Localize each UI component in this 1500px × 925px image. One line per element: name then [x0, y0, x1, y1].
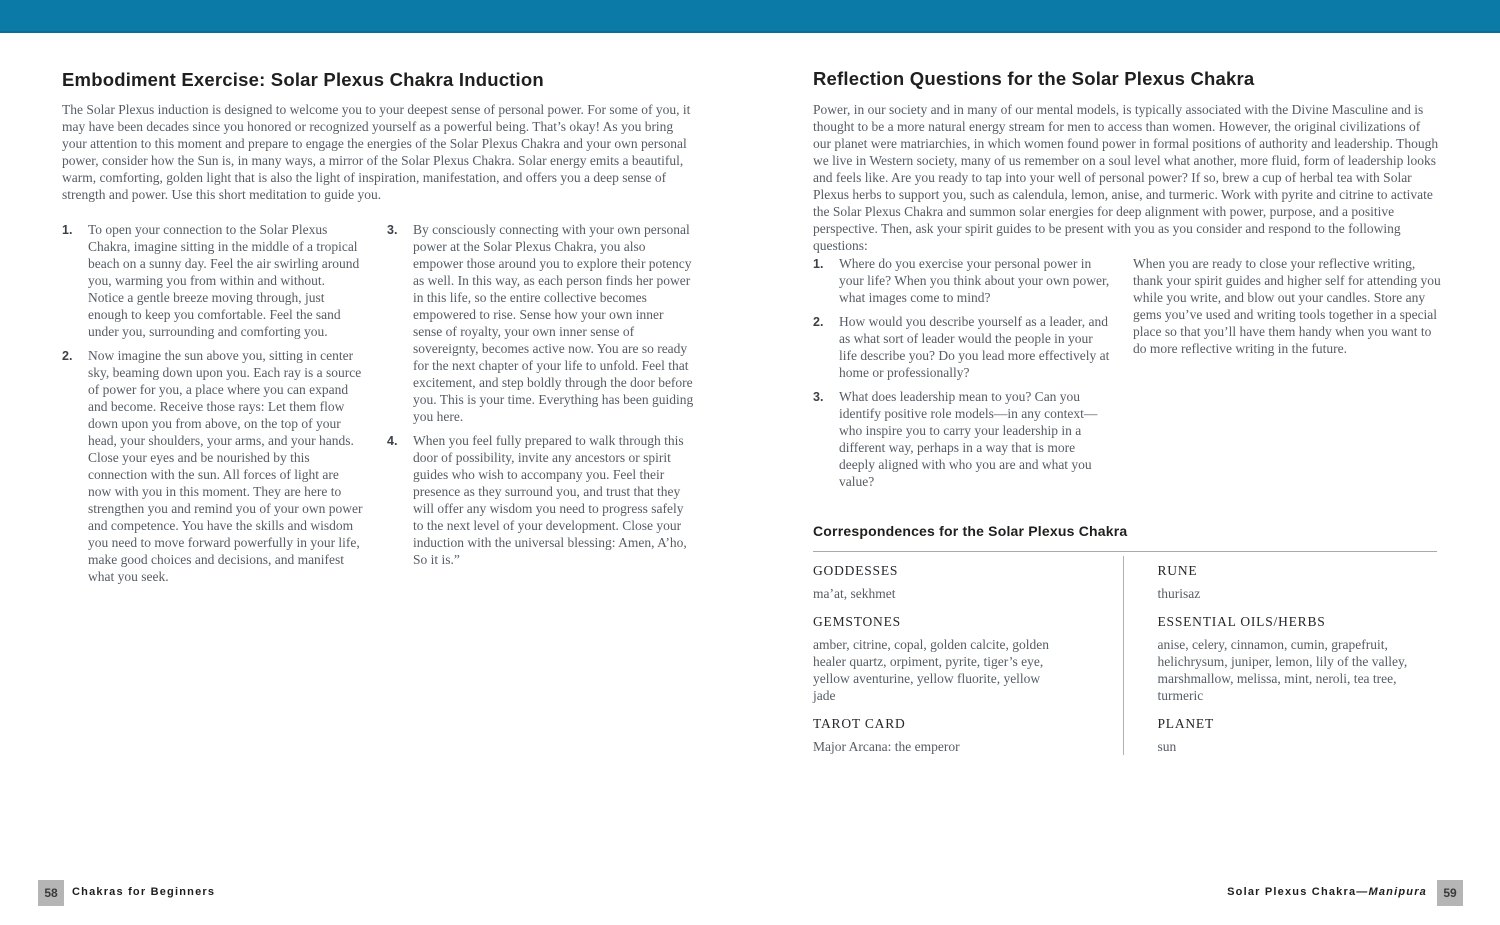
list-item-1	[62, 221, 364, 340]
question-item-3	[813, 388, 1113, 490]
right-page-intro-paragraph: Power, in our society and in many of our mental models, is typically associated with the Divine Masculine and is thought to be a more natural energy stream for men to access than women. However, the original civilizations of our planet were matriarchies, in which women found power in formal positions of authority and leadership. Though we live in Western society, many of us remember on a soul level what another, more fluid, form of leadership looks and feels like. Are you ready to tap into your well of personal power? If so, brew a cup of herbal tea with Solar Plexus herbs to support you, such as calendula, lemon, anise, and turmeric. Work with pyrite and citrine to activate the Solar Plexus Chakra and summon solar energies for deep alignment with power, purpose, and a positive perspective. Then, ask your spirit guides to be present with you as you consider and respond to the following questions:	[813, 102, 1439, 253]
right-page-number-badge: 59	[1437, 880, 1463, 906]
correspondence-label: GODDESSES	[813, 563, 899, 578]
chapter-title-text: Solar Plexus Chakra—	[1227, 886, 1369, 898]
list-item-2	[62, 347, 364, 585]
list-item-number: 1.	[62, 222, 73, 237]
correspondences-left-column	[813, 556, 1123, 755]
question-text: What does leadership mean to you? Can you identify positive role models—in any context—who inspire you to carry your leadership in a different way, perhaps in a way that is more deeply aligned with who you are and what you value?	[839, 389, 1098, 489]
question-number: 2.	[813, 314, 824, 329]
list-item-number: 2.	[62, 348, 73, 363]
correspondences-table	[813, 556, 1437, 755]
correspondence-value: ma’at, sekhmet	[813, 586, 896, 601]
top-color-bar	[0, 0, 1500, 33]
question-item-2	[813, 313, 1113, 381]
left-page-intro-paragraph: The Solar Plexus induction is designed to welcome you to your deepest sense of personal power. For some of you, it may have been decades since you honored or recognized yourself as a powerful being. That’s okay! As you bring your attention to this moment and prepare to engage the energies of the Solar Plexus Chakra and your own personal power, consider how the Sun is, in many ways, a mirror of the Solar Plexus Chakra. Solar energy emits a beautiful, warm, comforting, golden light that is also the light of inspiration, manifestation, and offers you a deep sense of strength and power. Use this short meditation to guide you.	[62, 102, 691, 202]
question-text: Where do you exercise your personal power in your life? When you think about your own power, what images come to mind?	[839, 256, 1110, 305]
correspondence-label: GEMSTONES	[813, 614, 901, 629]
correspondence-label: RUNE	[1157, 563, 1198, 578]
correspondence-value: anise, celery, cinnamon, cumin, grapefruit, helichrysum, juniper, lemon, lily of the valley, marshmallow, melissa, mint, neroli, tea tree, turmeric	[1157, 637, 1408, 703]
correspondence-planet	[1157, 716, 1437, 755]
correspondence-label: ESSENTIAL OILS/HERBS	[1157, 614, 1326, 629]
left-page-list-column-1	[62, 221, 364, 592]
right-page-title: Reflection Questions for the Solar Plexus Chakra	[813, 68, 1255, 89]
correspondences-right-column	[1124, 556, 1437, 755]
correspondence-value: Major Arcana: the emperor	[813, 739, 960, 754]
correspondences-title: Correspondences for the Solar Plexus Chakra	[813, 523, 1128, 539]
list-item-text: To open your connection to the Solar Plexus Chakra, imagine sitting in the middle of a tropical beach on a sunny day. Feel the air swirling around you, warming you from within and without. Notice a gentle breeze moving through, just enough to keep you comfortable. Feel the sand under you, surrounding and comforting you.	[88, 222, 360, 339]
question-item-1	[813, 255, 1113, 306]
correspondence-value: amber, citrine, copal, golden calcite, golden healer quartz, orpiment, pyrite, tiger’s eye, yellow aventurine, yellow fluorite, yellow jade	[813, 637, 1049, 703]
list-item-number: 4.	[387, 433, 398, 448]
correspondence-value: sun	[1157, 739, 1177, 754]
left-page-list-column-2	[387, 221, 695, 575]
chapter-title-footer	[1227, 886, 1427, 898]
question-number: 1.	[813, 256, 824, 271]
correspondence-label: TAROT CARD	[813, 716, 906, 731]
correspondence-tarot-card	[813, 716, 1123, 755]
question-number: 3.	[813, 389, 824, 404]
correspondences-rule	[813, 551, 1437, 552]
correspondence-gemstones	[813, 614, 1123, 704]
list-item-3	[387, 221, 695, 425]
list-item-4	[387, 432, 695, 568]
list-item-text: By consciously connecting with your own personal power at the Solar Plexus Chakra, you also empower those around you to explore their potency as well. In this way, as each person finds her power in this life, so the entire collective becomes empowered to rise. Sense how your own inner sense of royalty, your own inner sense of sovereignty, becomes active now. You are so ready for the next chapter of your life to unfold. Feel that excitement, and step boldly through the door before you. This is your time. Everything has been guiding you here.	[413, 222, 694, 424]
left-page-number-badge: 58	[38, 880, 64, 906]
closing-note-paragraph: When you are ready to close your reflective writing, thank your spirit guides and higher self for attending you while you write, and blow out your candles. Store any gems you’ve used and writing tools together in a special place so that you’ll have them handy when you want to do more reflective writing in the future.	[1133, 256, 1441, 356]
list-item-number: 3.	[387, 222, 398, 237]
correspondence-label: PLANET	[1157, 716, 1215, 731]
correspondence-value: thurisaz	[1157, 586, 1201, 601]
list-item-text: Now imagine the sun above you, sitting in center sky, beaming down upon you. Each ray is a source of power for you, a place where you can expand and become. Receive those rays: Let them flow down upon you from above, on the top of your head, your shoulders, your arms, and your hands. Close your eyes and be nourished by this connection with the sun. All forces of light are now with you in this moment. They are here to strengthen you and remind you of your own power and competence. You have the skills and wisdom you need to move forward powerfully in your life, make good choices and decisions, and manifest what you seek.	[88, 348, 363, 584]
list-item-text: When you feel fully prepared to walk through this door of possibility, invite any ancestors or spirit guides who wish to accompany you. Feel their presence as they surround you, and trust that they will offer any wisdom you need to progress safely to the next level of your development. Close your induction with the universal blessing: Amen, A’ho, So it is.”	[413, 433, 687, 567]
correspondence-essential-oils-herbs	[1157, 614, 1437, 704]
left-page-title: Embodiment Exercise: Solar Plexus Chakra Induction	[62, 69, 544, 90]
chapter-title-sanskrit: Manipura	[1368, 886, 1427, 898]
question-text: How would you describe yourself as a leader, and as what sort of leader would the people in your life describe you? Do you lead more effectively at home or professionally?	[839, 314, 1110, 380]
reflection-questions-list	[813, 255, 1113, 497]
correspondence-goddesses	[813, 563, 1123, 602]
correspondence-rune	[1157, 563, 1437, 602]
book-title-footer: Chakras for Beginners	[72, 886, 216, 898]
